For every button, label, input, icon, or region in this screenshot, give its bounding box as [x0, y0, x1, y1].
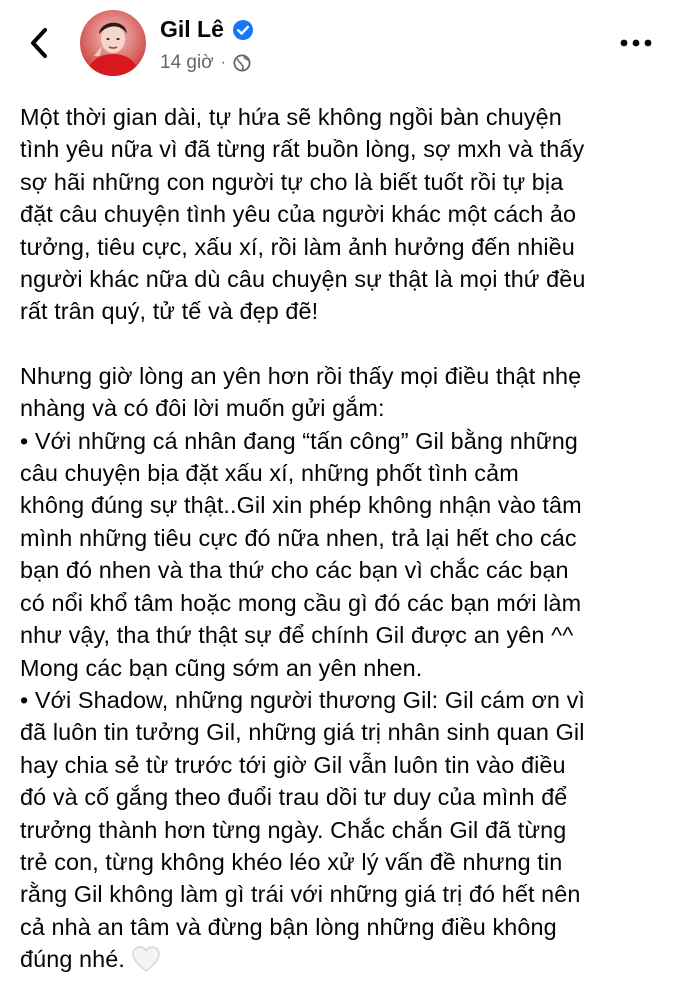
post-line: như vậy, tha thứ thật sự để chính Gil được an yên ^^ [20, 622, 574, 649]
post-line: Một thời gian dài, tự hứa sẽ không ngồi bàn chuyện [20, 104, 562, 130]
post-line: đó và cố gắng theo đuổi trau dồi tư duy của mình để [20, 784, 568, 811]
post-line: cả nhà an tâm và đừng bận lòng những điều không [20, 913, 557, 940]
post-line: câu chuyện bịa đặt xấu xí, những phốt tình cảm [20, 460, 519, 487]
post-paragraph-2 [20, 360, 668, 982]
post-line: trưởng thành hơn từng ngày. Chắc chắn Gil đã từng [20, 816, 567, 843]
post-line: rằng Gil không làm gì trái với những giá trị đó hết nên [20, 881, 581, 908]
post-line: Mong các bạn cũng sớm an yên nhen. [20, 654, 423, 681]
avatar[interactable] [80, 10, 146, 76]
post-body [20, 101, 668, 982]
more-options-button[interactable] [616, 28, 656, 58]
post-line: trẻ con, từng không khéo léo xử lý vấn đề nhưng tin [20, 848, 563, 875]
post-line: rất trân quý, tử tế và đẹp đẽ! [20, 298, 319, 325]
post-line: Nhưng giờ lòng an yên hơn rồi thấy mọi điều thật nhẹ [20, 362, 582, 389]
post-line: sợ hãi những con người tự cho là biết tuốt rồi tự bịa [20, 168, 564, 195]
post-line: • Với Shadow, những người thương Gil: Gil cám ơn vì [20, 686, 585, 713]
post-line: bạn đó nhen và tha thứ cho các bạn vì chắc các bạn [20, 557, 569, 584]
meta-separator: · [220, 54, 226, 71]
post-line: đặt câu chuyện tình yêu của người khác một cách ảo [20, 201, 577, 228]
author-name[interactable]: Gil Lê [160, 16, 224, 42]
post-last-line [20, 943, 668, 981]
post-line: mình những tiêu cực đó nữa nhen, trả lại hết cho các [20, 524, 577, 551]
post-line: tưởng, tiêu cực, xấu xí, rồi làm ảnh hưởng đến nhiều [20, 233, 575, 260]
post-meta [160, 52, 251, 74]
post-line: đúng nhé. [20, 946, 125, 973]
globe-icon[interactable] [233, 54, 251, 72]
more-horizontal-icon [620, 39, 652, 47]
post-line: • Với những cá nhân đang “tấn công” Gil bằng những [20, 427, 578, 454]
post-line: người khác nữa dù câu chuyện sự thật là mọi thứ đều [20, 266, 586, 293]
post-line: nhàng và có đôi lời muốn gửi gắm: [20, 395, 385, 422]
verified-badge-icon [232, 19, 254, 41]
paragraph-spacer [20, 328, 668, 360]
post-line: tình yêu nữa vì đã từng rất buồn lòng, sợ mxh và thấy [20, 136, 585, 163]
chevron-left-icon [29, 27, 49, 59]
post-line: không đúng sự thật..Gil xin phép không nhận vào tâm [20, 492, 582, 519]
white-heart-icon [131, 945, 161, 981]
post-timestamp[interactable]: 14 giờ [160, 52, 214, 73]
post-line: hay chia sẻ từ trước tới giờ Gil vẫn luôn tin vào điều [20, 751, 566, 778]
post-line: đã luôn tin tưởng Gil, những giá trị nhân sinh quan Gil [20, 719, 585, 746]
author-row [160, 16, 254, 43]
avatar-image [80, 10, 146, 76]
post-line: có nổi khổ tâm hoặc mong cầu gì đó các bạn mới làm [20, 589, 582, 616]
post-paragraph-1 [20, 101, 668, 328]
post-header [0, 0, 676, 90]
back-button[interactable] [22, 24, 56, 62]
